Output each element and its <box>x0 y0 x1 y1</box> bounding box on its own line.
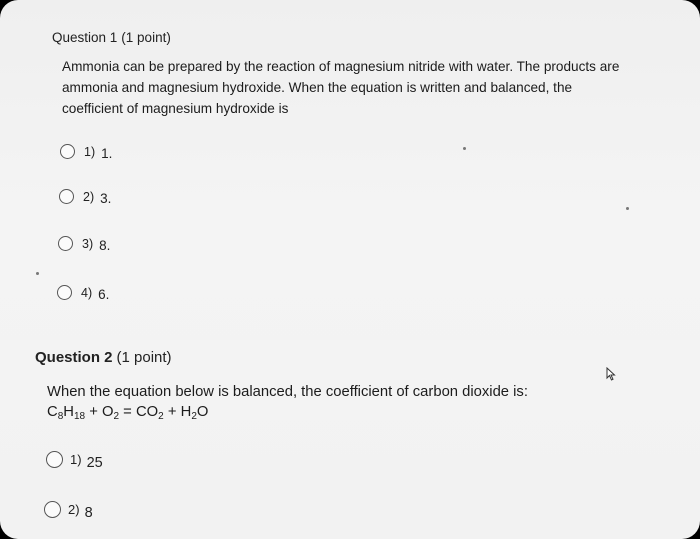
question-2-title <box>35 349 172 366</box>
formula-subscript: 2 <box>113 411 120 422</box>
chemical-equation <box>47 404 208 422</box>
stray-mark <box>36 272 39 275</box>
question-1-option-2[interactable] <box>59 189 111 204</box>
radio-button-icon[interactable] <box>60 144 75 159</box>
option-value: 8. <box>99 238 111 253</box>
formula-subscript: 8 <box>57 411 64 422</box>
question-1-title <box>52 30 171 45</box>
question-1-text: Ammonia can be prepared by the reaction of magnesium nitride with water. The products are ammonia and magnesium hydroxide. When the equation is written and balanced, the coefficient of magnesium hydroxide is <box>62 59 620 116</box>
option-value: 25 <box>86 454 103 471</box>
radio-button-icon[interactable] <box>58 236 73 251</box>
formula-operator: = <box>123 404 132 420</box>
question-2-option-2[interactable] <box>44 501 93 521</box>
question-2-label: Question 2 <box>35 349 113 366</box>
question-1-label: Question 1 <box>52 30 118 45</box>
formula-subscript: 2 <box>158 411 164 422</box>
radio-button-icon[interactable] <box>57 285 72 300</box>
option-value: 6. <box>98 287 110 302</box>
option-value: 1. <box>101 146 113 161</box>
question-2-text: When the equation below is balanced, the coefficient of carbon dioxide is: <box>47 384 528 400</box>
question-1-option-4[interactable] <box>57 285 109 300</box>
formula-subscript: 18 <box>73 411 86 422</box>
formula-part: H <box>180 404 192 420</box>
question-2-option-1[interactable] <box>46 451 103 471</box>
formula-part: O <box>196 404 209 420</box>
question-1-points: (1 point) <box>121 30 171 45</box>
option-number: 4) <box>81 285 93 300</box>
option-number: 3) <box>82 236 94 251</box>
formula-part: O <box>101 404 114 420</box>
formula-subscript: 2 <box>191 411 197 422</box>
stray-mark <box>626 207 629 210</box>
formula-part: H <box>63 404 74 420</box>
formula-part: C <box>47 404 58 420</box>
option-value: 8 <box>84 504 93 521</box>
question-1-option-1[interactable] <box>60 144 112 159</box>
question-1-option-3[interactable] <box>58 236 110 251</box>
mouse-pointer-icon <box>606 367 616 381</box>
radio-button-icon[interactable] <box>59 189 74 204</box>
option-number: 2) <box>68 502 80 517</box>
formula-operator: + <box>167 404 177 420</box>
radio-button-icon[interactable] <box>44 501 61 518</box>
formula-operator: + <box>89 404 98 420</box>
stray-mark <box>463 147 466 150</box>
option-value: 3. <box>100 191 112 206</box>
option-number: 1) <box>84 144 96 159</box>
option-number: 1) <box>70 452 82 467</box>
option-number: 2) <box>83 189 95 204</box>
question-2-points: (1 point) <box>116 349 172 366</box>
formula-part: CO <box>135 404 159 420</box>
radio-button-icon[interactable] <box>46 451 63 468</box>
